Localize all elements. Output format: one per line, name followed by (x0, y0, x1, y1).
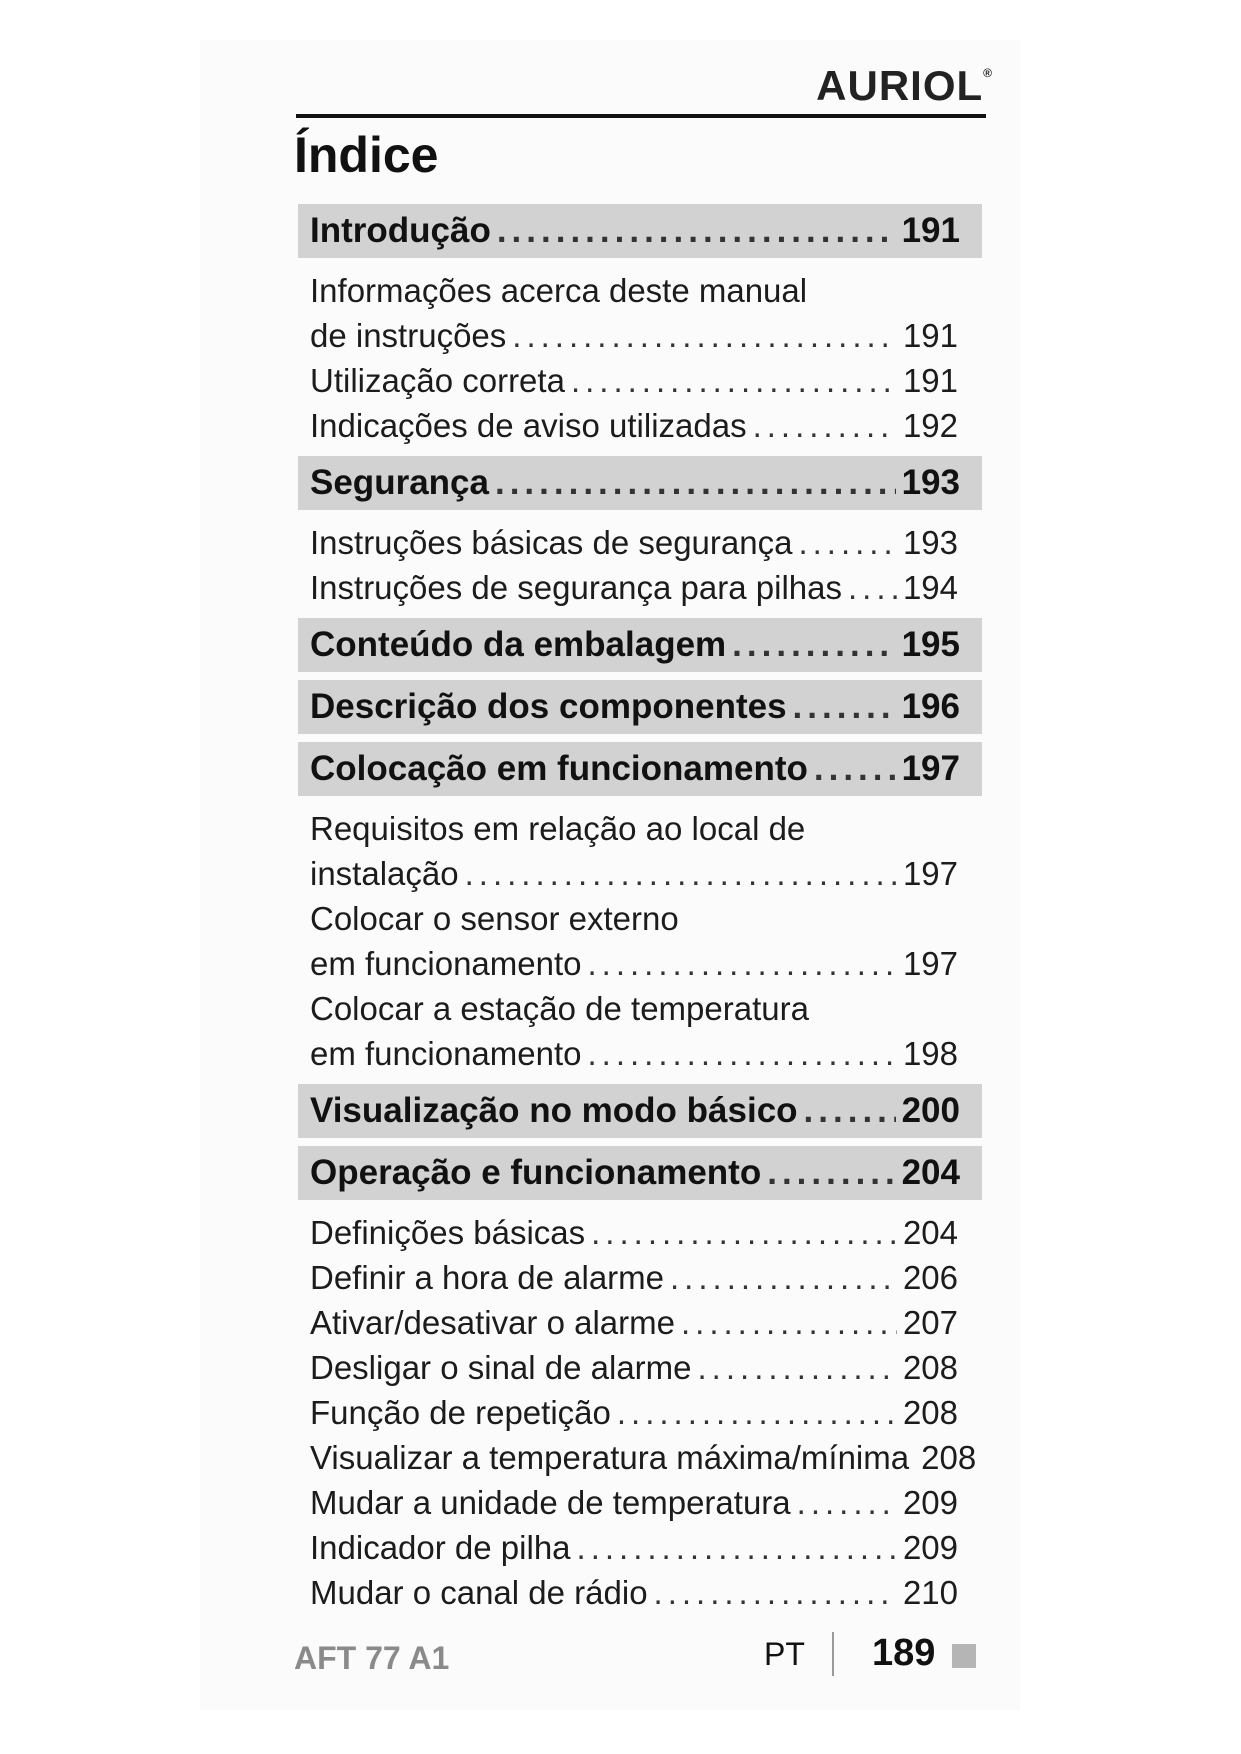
toc-entry[interactable] (298, 1345, 982, 1390)
toc-section[interactable] (298, 742, 982, 796)
toc-entry[interactable] (298, 520, 982, 565)
leader-dots (512, 313, 897, 358)
entry-label: instalação (310, 855, 459, 892)
entry-page: 194 (902, 569, 958, 606)
leader-dots (495, 463, 896, 503)
brand-logo (816, 62, 993, 110)
leader-dots (591, 1210, 897, 1255)
section-title: Operação e funcionamento (310, 1153, 762, 1192)
toc-section[interactable] (298, 204, 982, 258)
toc-entry[interactable] (298, 1210, 982, 1255)
section-page: 195 (901, 625, 960, 664)
leader-dots (571, 358, 897, 403)
section-title: Conteúdo da embalagem (310, 625, 727, 664)
toc-section[interactable] (298, 680, 982, 734)
toc-section[interactable] (298, 618, 982, 672)
entry-label: em funcionamento (310, 1035, 582, 1072)
toc-entry[interactable] (298, 941, 982, 986)
section-page: 197 (901, 749, 960, 788)
entry-label-line: Informações acerca deste manual (310, 272, 808, 309)
entry-label: Indicador de pilha (310, 1529, 571, 1566)
toc-entry[interactable] (298, 1300, 982, 1345)
entry-label: Mudar a unidade de temperatura (310, 1484, 791, 1521)
leader-dots (848, 565, 897, 610)
entry-page: 208 (902, 1394, 958, 1431)
entry-label: em funcionamento (310, 945, 582, 982)
toc-section[interactable] (298, 1146, 982, 1200)
toc-entries (298, 518, 982, 610)
entry-page: 193 (902, 524, 958, 561)
leader-dots (588, 941, 897, 986)
toc-section[interactable] (298, 456, 982, 510)
leader-dots (753, 403, 897, 448)
entry-page: 191 (902, 362, 958, 399)
section-title: Segurança (310, 463, 489, 502)
entry-label: Utilização correta (310, 362, 565, 399)
entry-label: Visualizar a temperatura máxima/mínima (310, 1439, 910, 1476)
model-number: AFT 77 A1 (294, 1640, 450, 1676)
entry-label: Ativar/desativar o alarme (310, 1304, 675, 1341)
toc-entries (298, 804, 982, 1076)
section-title: Visualização no modo básico (310, 1091, 798, 1130)
section-title: Introdução (310, 211, 491, 250)
leader-dots (814, 749, 896, 789)
entry-page: 209 (902, 1484, 958, 1521)
section-page: 191 (901, 211, 960, 250)
toc-entry[interactable] (298, 358, 982, 403)
entry-page: 208 (921, 1439, 977, 1476)
toc-section[interactable] (298, 1084, 982, 1138)
entry-page: 207 (902, 1304, 958, 1341)
toc-entry[interactable] (298, 565, 982, 610)
entry-label: Instruções de segurança para pilhas (310, 569, 842, 606)
header-rule (296, 114, 986, 118)
brand-name: AURIOL (816, 62, 984, 109)
leader-dots (732, 625, 895, 665)
entry-page: 197 (902, 945, 958, 982)
leader-dots (617, 1390, 897, 1435)
leader-dots (793, 687, 896, 727)
entry-label: Função de repetição (310, 1394, 611, 1431)
entry-label: Desligar o sinal de alarme (310, 1349, 692, 1386)
leader-dots (497, 211, 896, 251)
entry-label-line: Requisitos em relação ao local de (310, 810, 806, 847)
section-page: 193 (901, 463, 960, 502)
entry-page: 192 (902, 407, 958, 444)
toc-entry[interactable] (298, 1480, 982, 1525)
entry-label-line: Colocar a estação de temperatura (310, 990, 809, 1027)
entry-label: Indicações de aviso utilizadas (310, 407, 747, 444)
page-number: 189 (872, 1632, 936, 1674)
page-marker-square (952, 1644, 976, 1668)
entry-page: 191 (902, 317, 958, 354)
toc-entries (298, 266, 982, 448)
entry-page: 209 (902, 1529, 958, 1566)
section-title: Colocação em funcionamento (310, 749, 808, 788)
entry-label: de instruções (310, 317, 507, 354)
toc-entry[interactable] (298, 313, 982, 358)
toc-entry[interactable] (298, 1255, 982, 1300)
registered-mark: ® (983, 66, 993, 80)
toc-entry[interactable] (298, 1435, 982, 1480)
leader-dots (465, 851, 897, 896)
leader-dots (588, 1031, 897, 1076)
page-title: Índice (294, 127, 439, 183)
section-page: 200 (901, 1091, 960, 1130)
toc-entry[interactable] (298, 1570, 982, 1615)
leader-dots (670, 1255, 897, 1300)
toc-entries (298, 1208, 982, 1615)
entry-label: Definir a hora de alarme (310, 1259, 665, 1296)
entry-label: Definições básicas (310, 1214, 586, 1251)
entry-page: 208 (902, 1349, 958, 1386)
entry-page: 197 (902, 855, 958, 892)
entry-label: Instruções básicas de segurança (310, 524, 793, 561)
leader-dots (577, 1525, 897, 1570)
entry-page: 198 (902, 1035, 958, 1072)
section-title: Descrição dos componentes (310, 687, 787, 726)
table-of-contents (298, 204, 982, 1623)
leader-dots (767, 1153, 895, 1193)
leader-dots (798, 520, 896, 565)
section-page: 196 (901, 687, 960, 726)
toc-entry[interactable] (298, 403, 982, 448)
toc-entry[interactable] (298, 1031, 982, 1076)
entry-page: 204 (902, 1214, 958, 1251)
toc-entry[interactable] (298, 1390, 982, 1435)
leader-dots (804, 1091, 896, 1131)
toc-entry[interactable] (298, 851, 982, 896)
leader-dots (698, 1345, 897, 1390)
entry-label-line: Colocar o sensor externo (310, 900, 679, 937)
footer-divider (832, 1632, 834, 1676)
leader-dots (681, 1300, 897, 1345)
entry-page: 210 (902, 1574, 958, 1611)
language-code: PT (764, 1636, 805, 1672)
leader-dots (654, 1570, 897, 1615)
section-page: 204 (901, 1153, 960, 1192)
entry-label: Mudar o canal de rádio (310, 1574, 648, 1611)
leader-dots (797, 1480, 897, 1525)
entry-page: 206 (902, 1259, 958, 1296)
toc-entry[interactable] (298, 1525, 982, 1570)
